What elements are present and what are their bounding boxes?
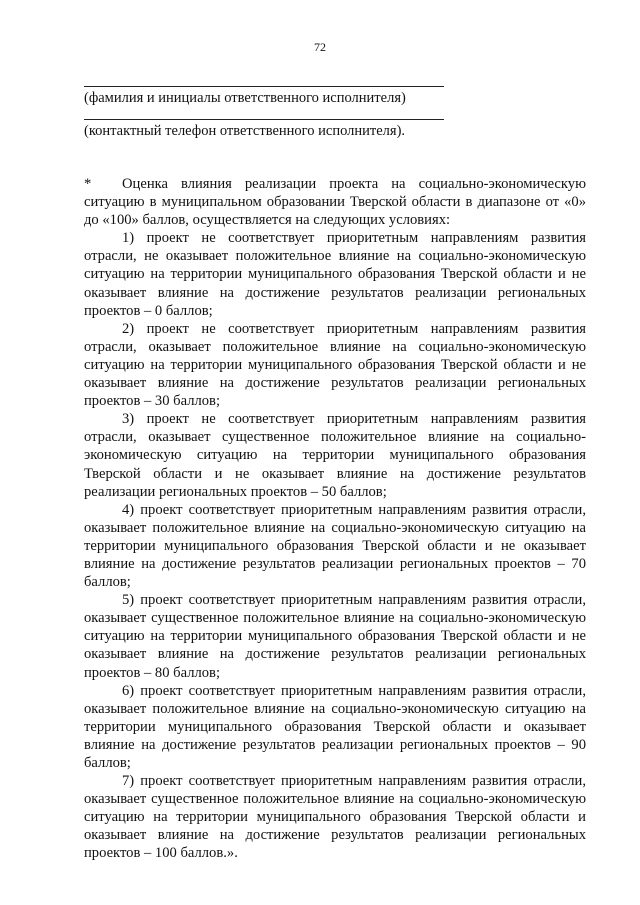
footnote-intro: Оценка влияния реализации проекта на социально-экономическую ситуацию в муниципальном образовании Тверской области в диапазоне от «0» до «100» баллов, осуществляется на следующих условиях: — [84, 176, 586, 229]
condition-item-4: 4) проект соответствует приоритетным направлениям развития отрасли, оказывает положительное влияние на социально-экономическую ситуацию на территории муниципального образования Тверской области и не оказывает влияние на достижение результатов реализации региональных проектов – 70 баллов; — [84, 501, 586, 591]
signature-line-name — [84, 86, 444, 87]
condition-item-1: 1) проект не соответствует приоритетным направлениям развития отрасли, не оказывает положительное влияние на социально-экономическую ситуацию на территории муниципального образования Тверской области и не оказывает влияние на достижение результатов реализации региональных проектов – 0 баллов; — [84, 230, 586, 319]
signature-line-phone — [84, 119, 444, 120]
page-number: 72 — [314, 40, 326, 54]
footnote-marker: * — [84, 176, 92, 192]
condition-item-3: 3) проект не соответствует приоритетным направлениям развития отрасли, оказывает существенное положительное влияние на социально-экономическую ситуацию на территории муниципального образования Тверской области и не оказывает влияние на достижение результатов реализации региональных проектов – 50 баллов; — [84, 411, 586, 500]
name-caption: (фамилия и инициалы ответственного исполнителя) — [84, 90, 406, 106]
condition-item-7: 7) проект соответствует приоритетным направлениям развития отрасли, оказывает существенное положительное влияние на социально-экономическую ситуацию на территории муниципального образования Тверской области и оказывает влияние на достижение результатов реализации региональных проектов – 100 баллов.». — [84, 773, 586, 862]
footnote-intro-block — [84, 175, 586, 229]
footnote-body — [84, 175, 586, 863]
condition-item-5: 5) проект соответствует приоритетным направлениям развития отрасли, оказывает существенное положительное влияние на социально-экономическую ситуацию на территории муниципального образования Тверской области и не оказывает влияние на достижение результатов реализации региональных проектов – 80 баллов; — [84, 592, 586, 681]
condition-item-2: 2) проект не соответствует приоритетным направлениям развития отрасли, оказывает положительное влияние на социально-экономическую ситуацию на территории муниципального образования Тверской области и не оказывает влияние на достижение результатов реализации региональных проектов – 30 баллов; — [84, 320, 586, 410]
condition-item-6: 6) проект соответствует приоритетным направлениям развития отрасли, оказывает положительное влияние на социально-экономическую ситуацию на территории муниципального образования Тверской области и оказывает влияние на достижение результатов реализации региональных проектов – 90 баллов; — [84, 682, 586, 771]
phone-caption: (контактный телефон ответственного исполнителя). — [84, 123, 406, 139]
